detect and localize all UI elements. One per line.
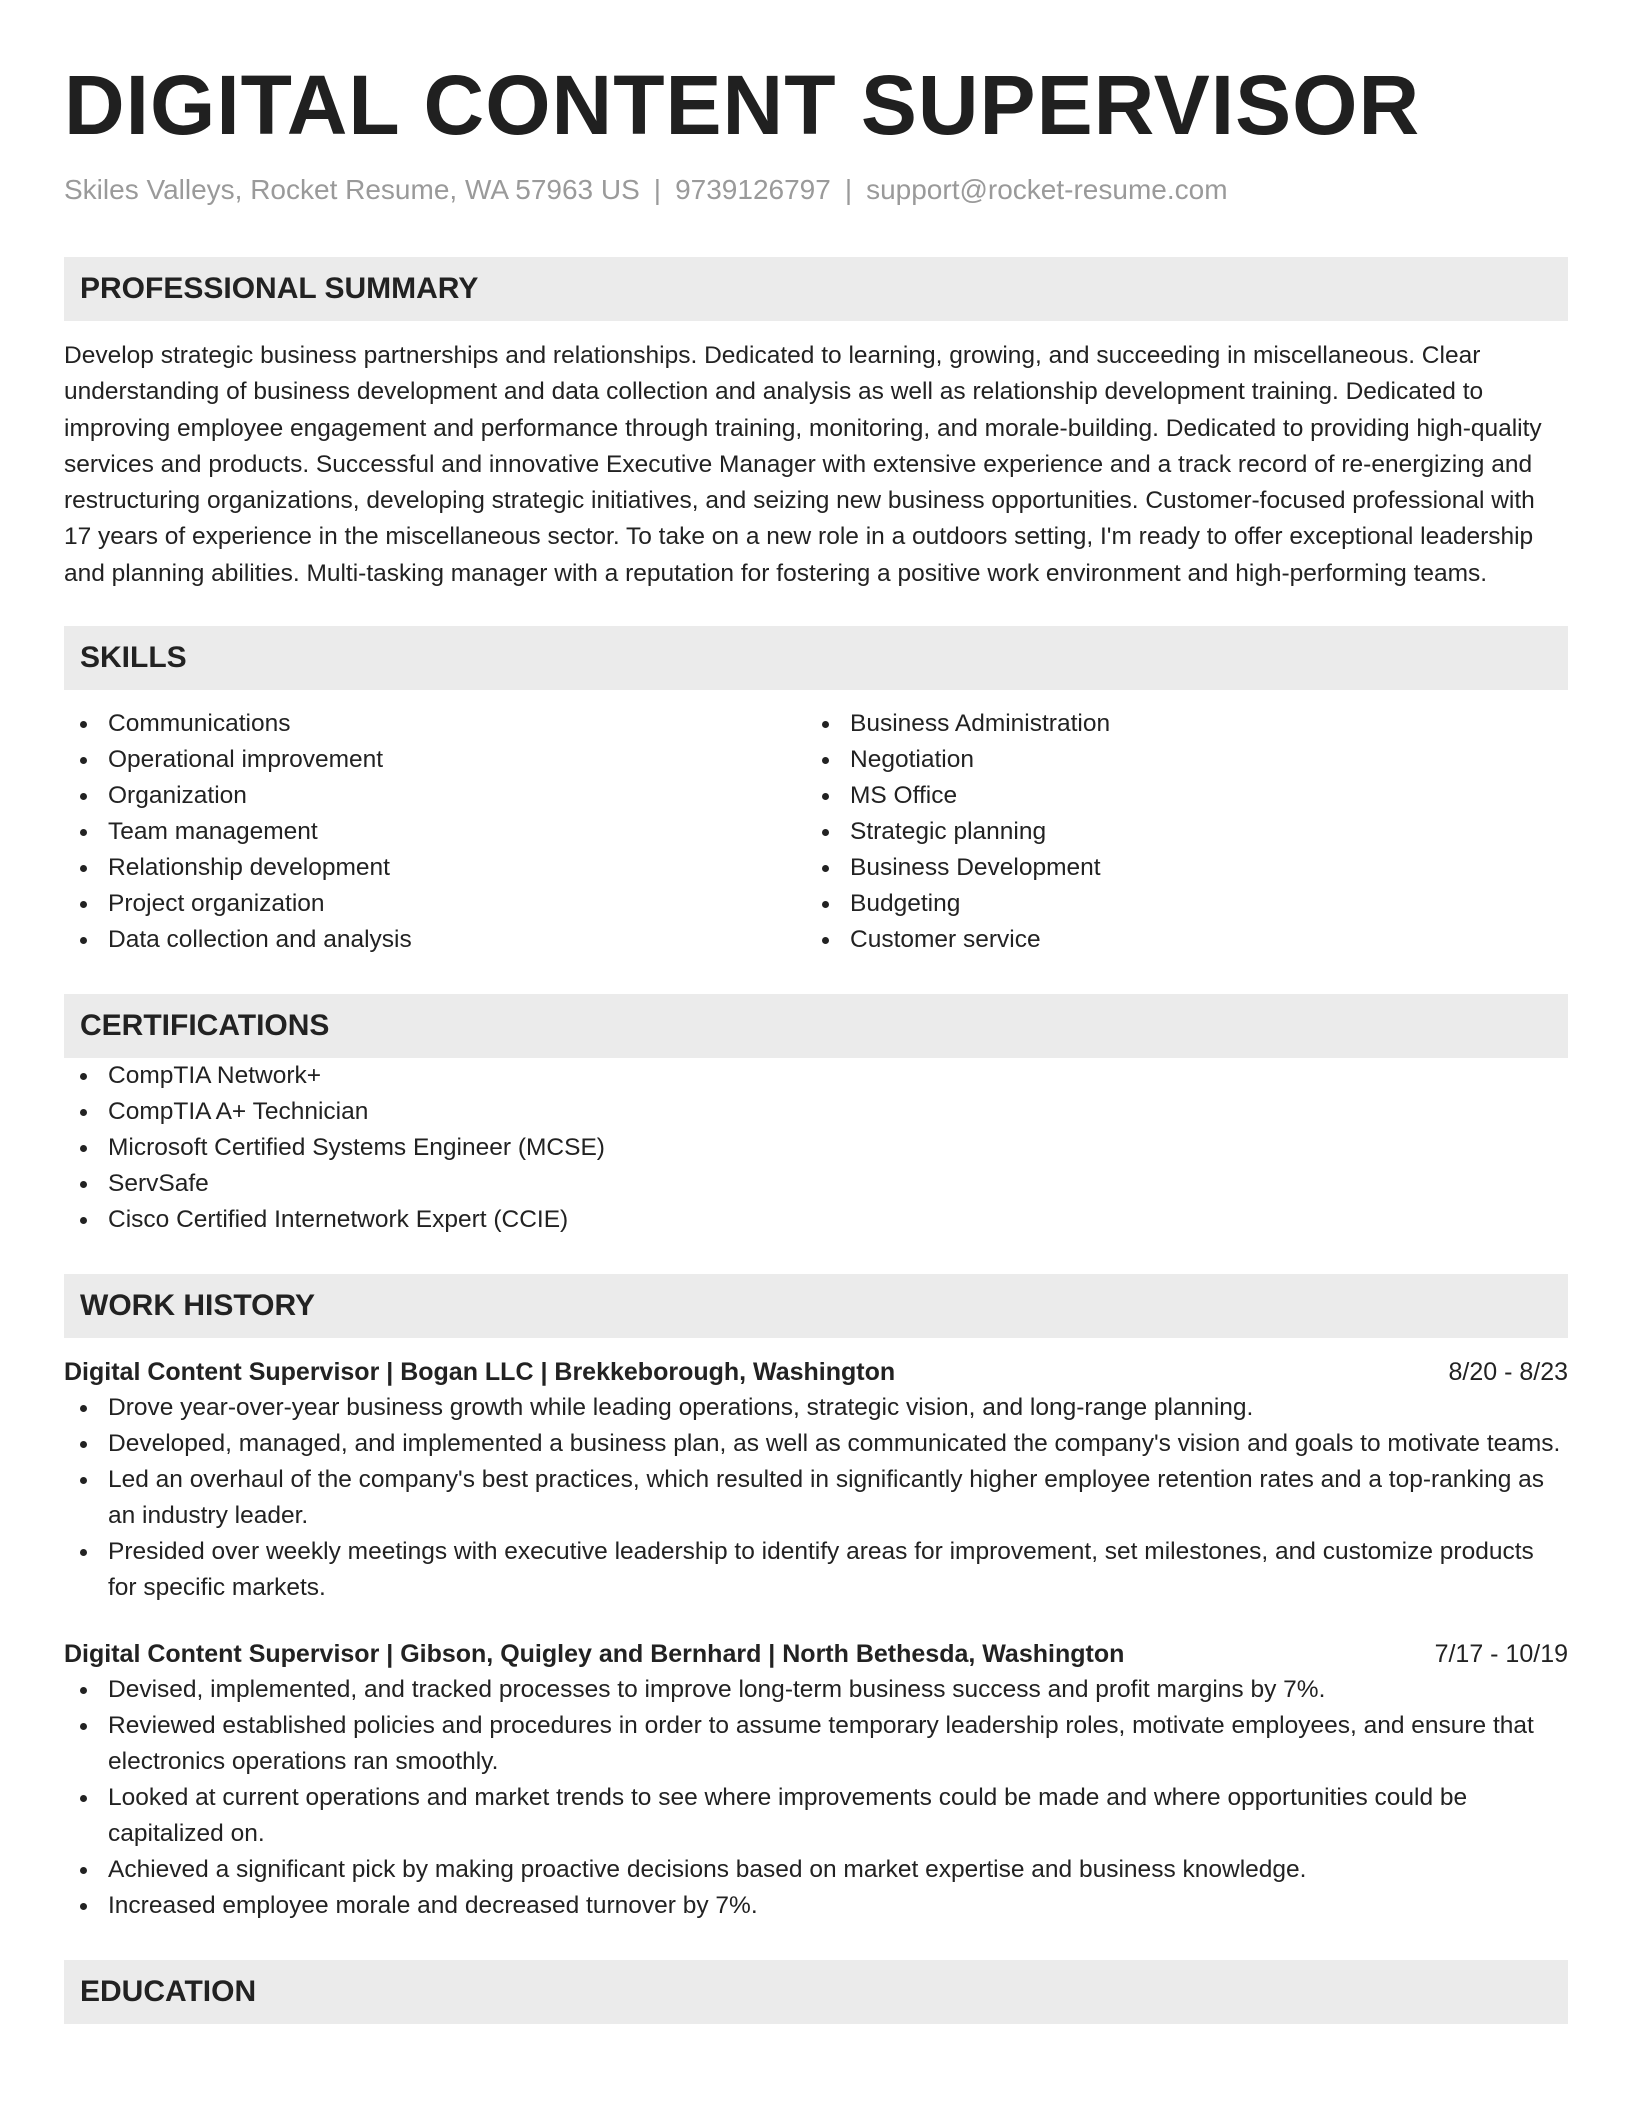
job-bullets [64,1672,1568,1924]
job-dates: 7/17 - 10/19 [1434,1640,1568,1669]
contact-email: support@rocket-resume.com [866,174,1228,205]
job-bullet: Developed, managed, and implemented a business plan, as well as communicated the company's vision and goals to motivate teams. [64,1426,1568,1462]
skills-column-left [64,706,806,958]
job-bullet: Led an overhaul of the company's best practices, which resulted in significantly higher employee retention rates and a top-ranking as an industry leader. [64,1462,1568,1534]
skills-heading: SKILLS [64,626,1568,690]
contact-line [64,173,1568,207]
job-bullet: Devised, implemented, and tracked processes to improve long-term business success and profit margins by 7%. [64,1672,1568,1708]
summary-text: Develop strategic business partnerships and relationships. Dedicated to learning, growing, and succeeding in miscellaneous. Clear understanding of business development and data collection and analysis as well as relationship development training. Dedicated to improving employee engagement and performance through training, monitoring, and morale-building. Dedicated to providing high-quality services and products. Successful and innovative Executive Manager with extensive experience and a track record of re-energizing and restructuring organizations, developing strategic initiatives, and seizing new business opportunities. Customer-focused professional with 17 years of experience in the miscellaneous sector. To take on a new role in a outdoors setting, I'm ready to offer exceptional leadership and planning abilities. Multi-tasking manager with a reputation for fostering a positive work environment and high-performing teams. [64,342,1542,587]
certifications-heading: CERTIFICATIONS [64,994,1568,1058]
job-bullet: Looked at current operations and market trends to see where improvements could be made and where opportunities could be capitalized on. [64,1780,1568,1852]
skill-item: MS Office [806,778,1548,814]
skill-item: Customer service [806,922,1548,958]
certification-item: CompTIA A+ Technician [64,1094,1568,1130]
skill-item: Relationship development [64,850,806,886]
skill-item: Operational improvement [64,742,806,778]
job-title: Digital Content Supervisor | Bogan LLC | Brekkeborough, Washington [64,1358,896,1387]
contact-separator: | [653,174,662,205]
skill-item: Organization [64,778,806,814]
summary-heading: PROFESSIONAL SUMMARY [64,257,1568,321]
job-bullets [64,1390,1568,1606]
certifications-list [64,1058,1568,1238]
skill-item: Strategic planning [806,814,1548,850]
work-history-heading: WORK HISTORY [64,1274,1568,1338]
skill-item: Budgeting [806,886,1548,922]
job-bullet: Presided over weekly meetings with executive leadership to identify areas for improvement, set milestones, and customize products for specific markets. [64,1534,1568,1606]
skills-list-left [64,706,806,958]
resume-name: DIGITAL CONTENT SUPERVISOR [64,58,1421,152]
job-header [64,1354,1568,1390]
skill-item: Business Administration [806,706,1548,742]
skills-grid [64,706,1568,958]
skills-list-right [806,706,1548,958]
certification-item: Cisco Certified Internetwork Expert (CCIE) [64,1202,1568,1238]
contact-separator: | [844,174,853,205]
skill-item: Business Development [806,850,1548,886]
job-dates: 8/20 - 8/23 [1448,1358,1568,1387]
skill-item: Communications [64,706,806,742]
job-bullet: Drove year-over-year business growth while leading operations, strategic vision, and long-range planning. [64,1390,1568,1426]
certification-item: Microsoft Certified Systems Engineer (MCSE) [64,1130,1568,1166]
certification-item: CompTIA Network+ [64,1058,1568,1094]
contact-phone: 9739126797 [675,174,831,205]
skill-item: Data collection and analysis [64,922,806,958]
job-bullet: Increased employee morale and decreased turnover by 7%. [64,1888,1568,1924]
skill-item: Team management [64,814,806,850]
education-heading: EDUCATION [64,1960,1568,2024]
job-title: Digital Content Supervisor | Gibson, Quigley and Bernhard | North Bethesda, Washington [64,1640,1125,1669]
skill-item: Negotiation [806,742,1548,778]
job-bullet: Reviewed established policies and procedures in order to assume temporary leadership roles, motivate employees, and ensure that electronics operations ran smoothly. [64,1708,1568,1780]
job-header [64,1636,1568,1672]
skill-item: Project organization [64,886,806,922]
job-bullet: Achieved a significant pick by making proactive decisions based on market expertise and business knowledge. [64,1852,1568,1888]
certification-item: ServSafe [64,1166,1568,1202]
contact-address: Skiles Valleys, Rocket Resume, WA 57963 US [64,174,640,205]
skills-column-right [806,706,1548,958]
